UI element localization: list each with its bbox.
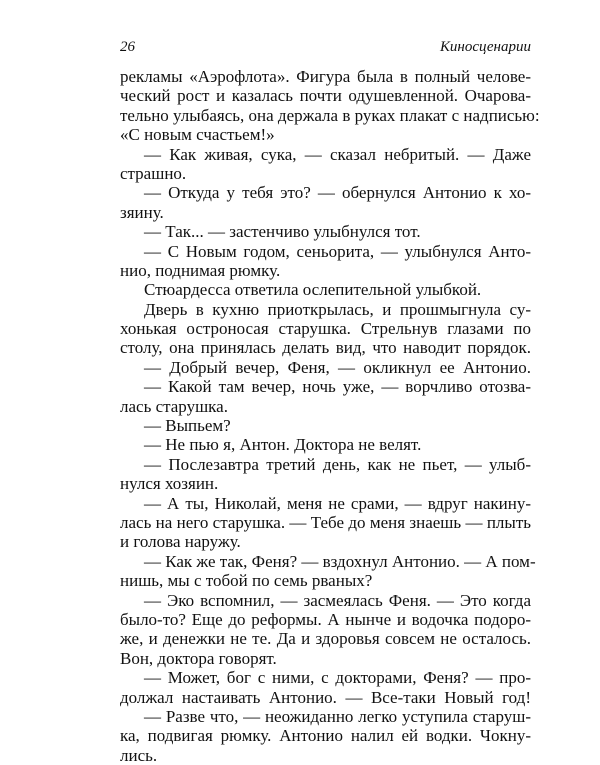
text-line: — Какой там вечер, ночь уже, — ворчливо отозва- (144, 377, 531, 397)
text-line: рекламы «Аэрофлота». Фигура была в полный челове- (120, 67, 531, 86)
text-line: — Разве что, — неожиданно легко уступила старуш- (144, 706, 531, 726)
text-line: лись. (120, 745, 158, 765)
text-line: нулся хозяин. (120, 474, 219, 494)
text-line: — А ты, Николай, меня не срами, — вдруг накину- (144, 493, 531, 513)
text-line: «С новым счастьем!» (120, 125, 275, 145)
text-line: — Так... — застенчиво улыбнулся тот. (144, 222, 421, 242)
page-header (120, 39, 531, 59)
text-line: — С Новым годом, сеньорита, — улыбнулся Анто- (144, 241, 531, 261)
text-line: ческий рост и казалась почти одушевленной. Очарова- (120, 86, 531, 106)
text-line: — Выпьем? (144, 416, 231, 436)
text-line: было-то? Еще до реформы. А нынче и водочка подоро- (120, 609, 531, 629)
text-line: — Добрый вечер, Феня, — окликнул ее Антонио. (144, 357, 531, 377)
text-line: — Как же так, Феня? — вздохнул Антонио. — А пом- (144, 551, 536, 571)
text-line: ка, подвигая рюмку. Антонио налил ей водки. Чокну- (120, 726, 531, 746)
text-line: Дверь в кухню приоткрылась, и прошмыгнула су- (144, 299, 531, 319)
text-line: зяину. (120, 202, 164, 222)
text-line: же, и денежки не те. Да и здоровья совсем не осталось. (120, 629, 531, 649)
text-line: столу, она принялась делать вид, что наводит порядок. (120, 338, 531, 358)
text-line: — Как живая, сука, — сказал небритый. — Даже (144, 144, 531, 164)
text-line: должал настаивать Антонио. — Все-таки Новый год! (120, 687, 531, 707)
text-line: тельно улыбаясь, она держала в руках плакат с надписью: (120, 105, 540, 125)
text-line: — Послезавтра третий день, как не пьет, — улыб- (144, 454, 531, 474)
text-line: лась старушка. (120, 396, 228, 416)
text-line: хонькая остроносая старушка. Стрельнув глазами по (120, 319, 531, 339)
text-line: Стюардесса ответила ослепительной улыбкой. (144, 280, 482, 300)
running-title: Киносценарии (439, 39, 531, 55)
text-line: страшно. (120, 163, 187, 183)
body-text (120, 67, 540, 765)
text-line: Вон, доктора говорят. (120, 648, 277, 668)
text-line: — Эко вспомнил, — засмеялась Феня. — Это когда (144, 590, 531, 610)
text-line: и голова наружу. (120, 532, 241, 552)
text-line: лась на него старушка. — Тебе до меня знаешь — плыть (120, 512, 531, 532)
text-line: нишь, мы с тобой по семь рваных? (120, 571, 373, 591)
text-line: нио, поднимая рюмку. (120, 260, 281, 280)
text-line: — Не пью я, Антон. Доктора не велят. (144, 435, 422, 455)
page-number: 26 (120, 39, 135, 55)
text-line: — Откуда у тебя это? — обернулся Антонио к хо- (144, 183, 531, 203)
text-line: — Может, бог с ними, с докторами, Феня? — про- (144, 668, 531, 688)
